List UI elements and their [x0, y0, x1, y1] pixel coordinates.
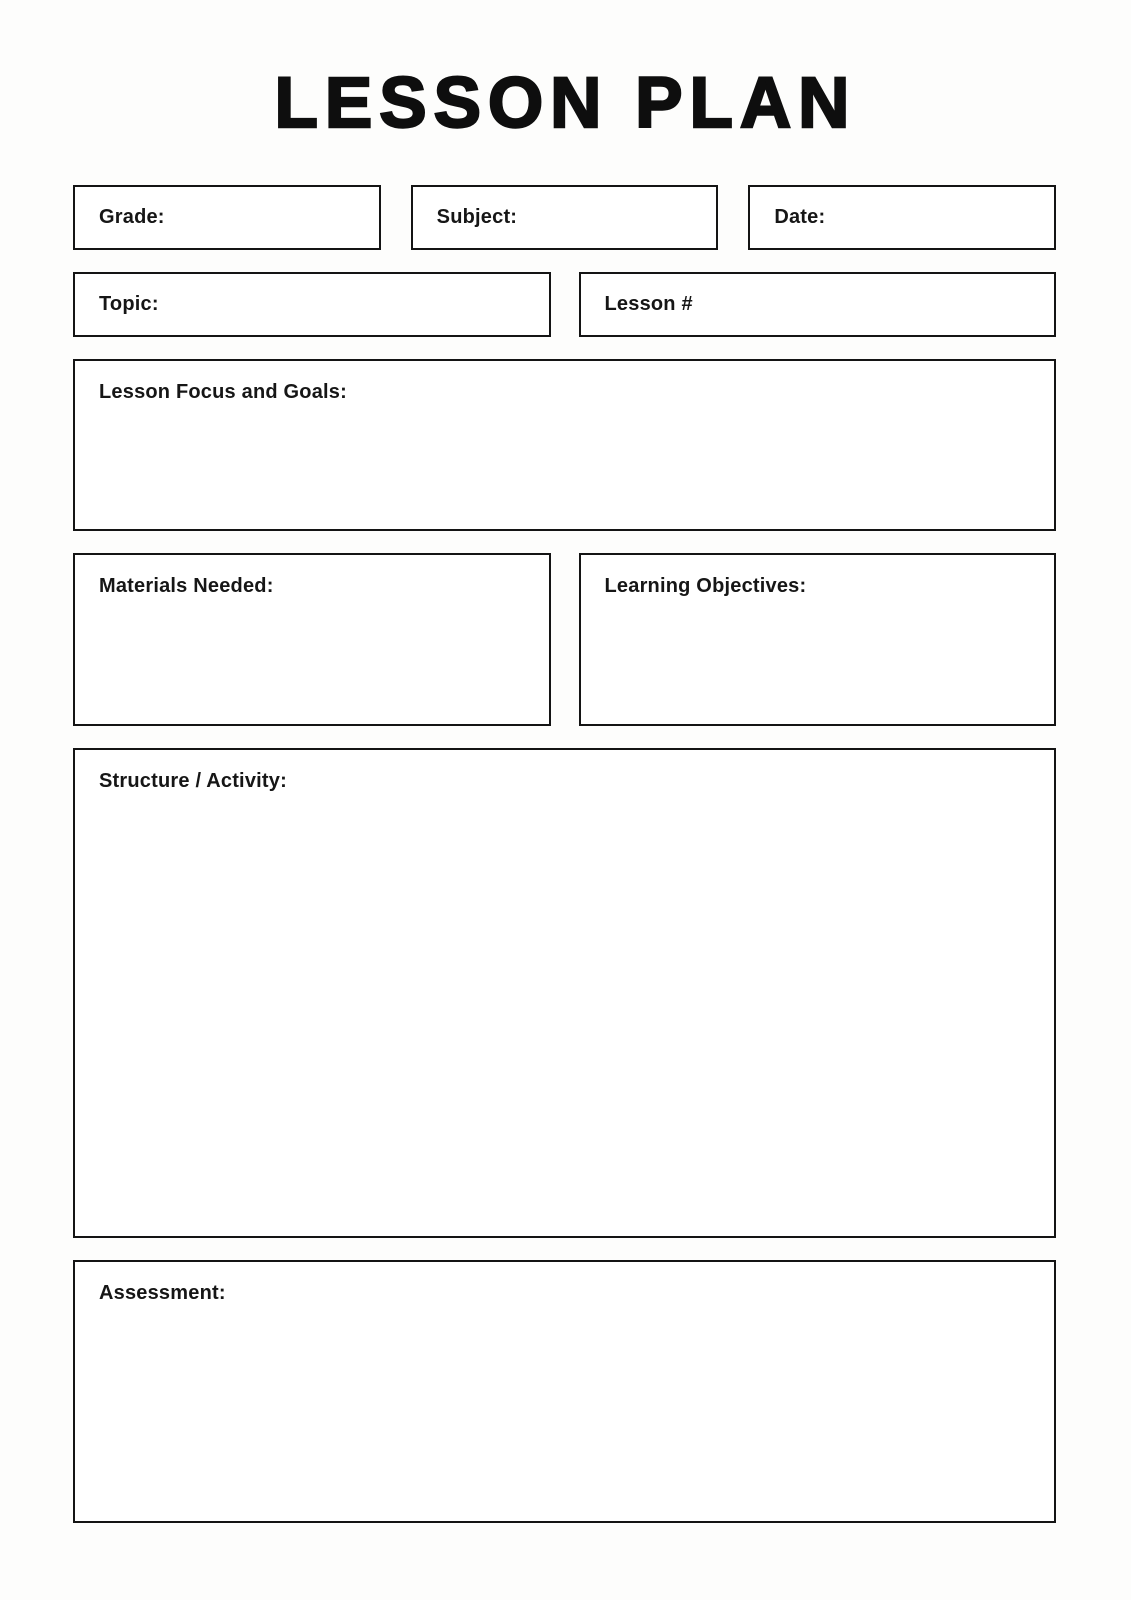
learning-objectives-field[interactable] [579, 553, 1057, 726]
structure-activity-field[interactable] [73, 748, 1056, 1238]
row-grade-subject-date [73, 185, 1056, 250]
subject-field[interactable] [411, 185, 719, 250]
materials-needed-field[interactable] [73, 553, 551, 726]
assessment-field[interactable] [73, 1260, 1056, 1523]
lesson-plan-form [73, 185, 1056, 1523]
structure-activity-label: Structure / Activity: [99, 770, 287, 792]
assessment-label: Assessment: [99, 1282, 226, 1304]
materials-needed-label: Materials Needed: [99, 575, 274, 597]
learning-objectives-label: Learning Objectives: [604, 575, 807, 597]
lesson-number-label: Lesson # [604, 293, 693, 315]
row-topic-lesson-number [73, 272, 1056, 337]
page-title: LESSON PLAN [274, 64, 857, 143]
row-materials-objectives [73, 553, 1056, 726]
lesson-number-field[interactable] [579, 272, 1057, 337]
topic-field[interactable] [73, 272, 551, 337]
subject-label: Subject: [436, 206, 518, 228]
lesson-focus-goals-label: Lesson Focus and Goals: [99, 381, 347, 403]
date-field[interactable] [748, 185, 1056, 250]
lesson-focus-goals-field[interactable] [73, 359, 1056, 531]
topic-label: Topic: [99, 293, 159, 315]
grade-field[interactable] [73, 185, 381, 250]
date-label: Date: [774, 206, 826, 228]
grade-label: Grade: [99, 206, 165, 228]
